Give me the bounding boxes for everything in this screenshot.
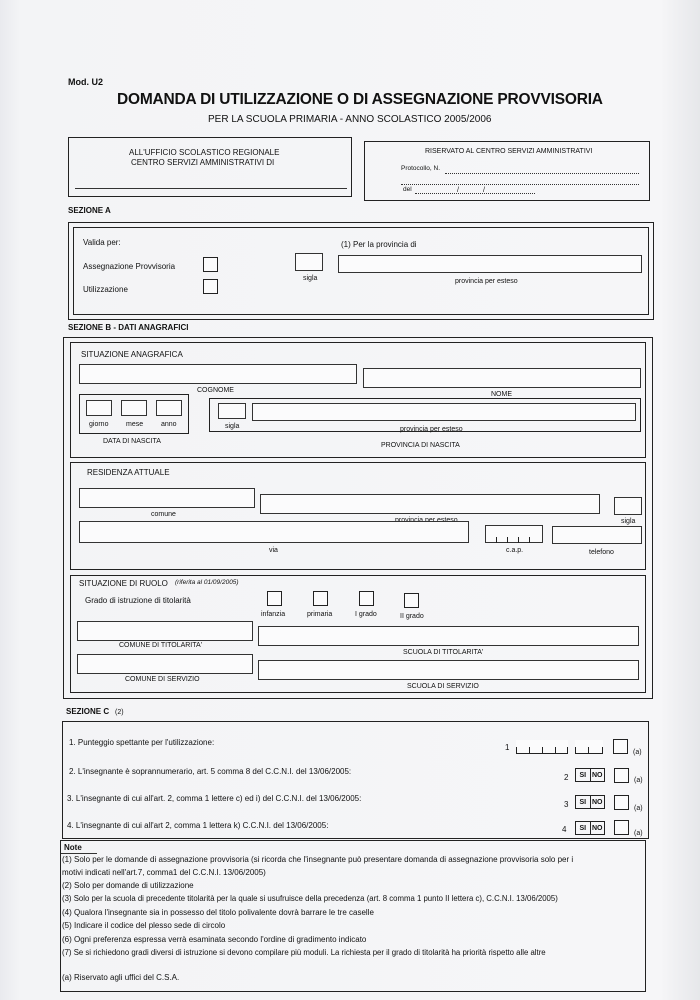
provincia-esteso-field[interactable] <box>338 255 642 273</box>
sigla-label: sigla <box>303 275 318 282</box>
note-line-7: (6) Ogni preferenza espressa verrà esaminata secondo l'ordine di gradimento indicato <box>62 935 367 944</box>
anno-field[interactable] <box>156 400 182 416</box>
reserved-title: RISERVATO AL CENTRO SERVIZI AMMINISTRATIVI <box>425 148 593 155</box>
comune-titolarita-label: COMUNE DI TITOLARITA' <box>119 642 203 649</box>
sezione-c-item-3-tag: (a) <box>634 805 643 812</box>
sezione-c-item-3-si-no[interactable] <box>575 795 605 809</box>
note-line-8: (7) Se si richiedono gradi diversi di istruzione si devono compilare più moduli. La richiesta per il grado di titolarità ha priorità rispetto alle altre <box>62 948 546 957</box>
note-line-2: motivi indicati nell'art.7, comma1 del C.C.N.I. 13/06/2005) <box>62 868 266 877</box>
provincia-sigla-field[interactable] <box>295 253 323 271</box>
sezione-c-item-3-num: 3 <box>564 800 569 809</box>
residenza-comune-field[interactable] <box>79 488 255 508</box>
primaria-checkbox[interactable] <box>313 591 328 606</box>
date-slash-2: / <box>483 187 485 194</box>
note-line-5: (4) Qualora l'insegnante sia in possesso del titolo polivalente dovrà barrare le tre caselle <box>62 908 374 917</box>
giorno-label: giorno <box>89 421 109 428</box>
via-field[interactable] <box>79 521 469 543</box>
notes-title-underline <box>61 853 97 854</box>
valida-per-label: Valida per: <box>83 238 121 247</box>
secondo-grado-label: II grado <box>400 613 424 620</box>
comune-titolarita-field[interactable] <box>77 621 253 641</box>
residenza-provincia-field[interactable] <box>260 494 600 514</box>
protocollo-line[interactable] <box>445 173 639 174</box>
giorno-field[interactable] <box>86 400 112 416</box>
date-slash-1: / <box>457 187 459 194</box>
primo-grado-label: I grado <box>355 611 377 618</box>
scuola-titolarita-field[interactable] <box>258 626 639 646</box>
section-b-box <box>63 337 653 699</box>
si-option[interactable]: SI <box>579 824 587 832</box>
punteggio-integer-field[interactable] <box>516 740 568 754</box>
office-line-2: CENTRO SERVIZI AMMINISTRATIVI DI <box>131 158 275 167</box>
scuola-servizio-label: SCUOLA DI SERVIZIO <box>407 683 479 690</box>
ruolo-title: SITUAZIONE DI RUOLO <box>79 579 168 588</box>
no-option[interactable]: NO <box>590 822 605 834</box>
comune-servizio-label: COMUNE DI SERVIZIO <box>125 676 200 683</box>
telefono-field[interactable] <box>552 526 642 544</box>
residenza-box <box>70 462 646 570</box>
sezione-c-item-2-tag: (a) <box>634 777 643 784</box>
sezione-c-item-2-num: 2 <box>564 773 569 782</box>
model-code: Mod. U2 <box>68 77 103 87</box>
sezione-c-item-3-reserved[interactable] <box>614 795 629 810</box>
note-line-1: (1) Solo per le domande di assegnazione provvisoria (si ricorda che l'insegnante può presentare domanda di assegnazione provvisoria solo per i <box>62 855 574 864</box>
si-option[interactable]: SI <box>579 798 587 806</box>
secondo-grado-checkbox[interactable] <box>404 593 419 608</box>
data-nascita-label: DATA DI NASCITA <box>103 438 161 445</box>
nome-field[interactable] <box>363 368 641 388</box>
sezione-c-item-1-tag: (a) <box>633 749 642 756</box>
data-nascita-box <box>79 394 189 434</box>
section-b-title: SEZIONE B - DATI ANAGRAFICI <box>68 323 189 332</box>
reserved-box <box>364 141 650 201</box>
utilizzazione-checkbox[interactable] <box>203 279 218 294</box>
section-a-title: SEZIONE A <box>68 206 111 215</box>
note-line-4: (3) Solo per la scuola di precedente titolarità per la quale si usufruisce della precedenza (art. 8 comma 1 punto II lettera c), C.C.N.I. 13/06/2005) <box>62 894 558 903</box>
nascita-provincia-field[interactable] <box>252 403 636 421</box>
sezione-c-item-4-si-no[interactable] <box>575 821 605 835</box>
ruolo-riferita: (riferita al 01/09/2005) <box>175 579 239 586</box>
sezione-c-item-1-num: 1 <box>505 743 510 752</box>
del-date-line[interactable] <box>415 193 535 194</box>
via-label: via <box>269 547 278 554</box>
sezione-c-item-2-text: 2. L'insegnante è soprannumerario, art. 5 comma 8 del C.C.N.I. del 13/06/2005: <box>69 767 352 776</box>
notes-title: Note <box>64 843 82 852</box>
si-option[interactable]: SI <box>579 771 587 779</box>
sezione-c-item-4-tag: (a) <box>634 830 643 837</box>
nascita-provincia-label: provincia per esteso <box>400 426 463 433</box>
sezione-c-item-4-num: 4 <box>562 825 567 834</box>
anagrafica-box <box>70 342 646 458</box>
form-subtitle: PER LA SCUOLA PRIMARIA - ANNO SCOLASTICO 2005/2006 <box>208 114 492 125</box>
sezione-c-item-2-reserved[interactable] <box>614 768 629 783</box>
infanzia-checkbox[interactable] <box>267 591 282 606</box>
form-title: DOMANDA DI UTILIZZAZIONE O DI ASSEGNAZIONE PROVVISORIA <box>117 91 603 108</box>
section-c-note: (2) <box>115 709 124 716</box>
notes-box <box>60 840 646 992</box>
provincia-di-label: (1) Per la provincia di <box>341 240 417 249</box>
comune-servizio-field[interactable] <box>77 654 253 674</box>
section-a-box <box>68 222 654 320</box>
section-c-box <box>62 721 649 839</box>
cap-label: c.a.p. <box>506 547 524 554</box>
sezione-c-item-4-text: 4. L'insegnante di cui all'art 2, comma 1 lettera k) C.C.N.I. del 13/06/2005: <box>67 821 329 830</box>
cognome-label: COGNOME <box>197 387 234 394</box>
mese-field[interactable] <box>121 400 147 416</box>
nascita-sigla-label: sigla <box>225 423 240 430</box>
assegnazione-checkbox[interactable] <box>203 257 218 272</box>
no-option[interactable]: NO <box>590 796 605 808</box>
primaria-label: primaria <box>307 611 333 618</box>
section-c-title: SEZIONE C <box>66 707 110 716</box>
nome-label: NOME <box>491 391 512 398</box>
del-label: del <box>403 186 412 193</box>
mese-label: mese <box>126 421 144 428</box>
residenza-sigla-field[interactable] <box>614 497 642 515</box>
office-box <box>68 137 352 197</box>
protocollo-label: Protocollo, N. <box>401 165 441 172</box>
infanzia-label: infanzia <box>261 611 286 618</box>
anagrafica-title: SITUAZIONE ANAGRAFICA <box>81 350 183 359</box>
sezione-c-item-4-reserved[interactable] <box>614 820 629 835</box>
sezione-c-item-3-text: 3. L'insegnante di cui all'art. 2, comma 1 lettere c) ed i) del C.C.N.I. del 13/06/2005: <box>67 794 362 803</box>
residenza-comune-label: comune <box>151 511 176 518</box>
note-line-6: (5) Indicare il codice del plesso sede di circolo <box>62 921 226 930</box>
provincia-nascita-label: PROVINCIA DI NASCITA <box>381 442 460 449</box>
note-line-3: (2) Solo per domande di utilizzazione <box>62 881 194 890</box>
residenza-title: RESIDENZA ATTUALE <box>87 468 170 477</box>
sezione-c-item-1-reserved[interactable] <box>613 739 628 754</box>
sezione-c-item-2-si-no[interactable] <box>575 768 605 782</box>
cap-field[interactable] <box>485 525 543 543</box>
grado-istruzione-label: Grado di istruzione di titolarità <box>85 596 191 605</box>
note-line-10: (a) Riservato agli uffici del C.S.A. <box>62 973 180 982</box>
scuola-titolarita-label: SCUOLA DI TITOLARITA' <box>403 649 484 656</box>
residenza-sigla-label: sigla <box>621 518 636 525</box>
assegnazione-label: Assegnazione Provvisoria <box>83 262 176 271</box>
sezione-c-item-1-text: 1. Punteggio spettante per l'utilizzazione: <box>69 738 215 747</box>
ruolo-box <box>70 575 646 693</box>
office-line-1: ALL'UFFICIO SCOLASTICO REGIONALE <box>129 148 280 157</box>
scuola-servizio-field[interactable] <box>258 660 639 680</box>
office-city-line[interactable] <box>75 188 347 189</box>
no-option[interactable]: NO <box>590 769 605 781</box>
anno-label: anno <box>161 421 177 428</box>
telefono-label: telefono <box>589 549 614 556</box>
punteggio-decimal-field[interactable] <box>575 740 603 754</box>
utilizzazione-label: Utilizzazione <box>83 285 128 294</box>
primo-grado-checkbox[interactable] <box>359 591 374 606</box>
provincia-nascita-box <box>209 398 641 432</box>
cognome-field[interactable] <box>79 364 357 384</box>
nascita-sigla-field[interactable] <box>218 403 246 419</box>
protocollo-line-2[interactable] <box>401 184 639 185</box>
provincia-esteso-label: provincia per esteso <box>455 278 518 285</box>
